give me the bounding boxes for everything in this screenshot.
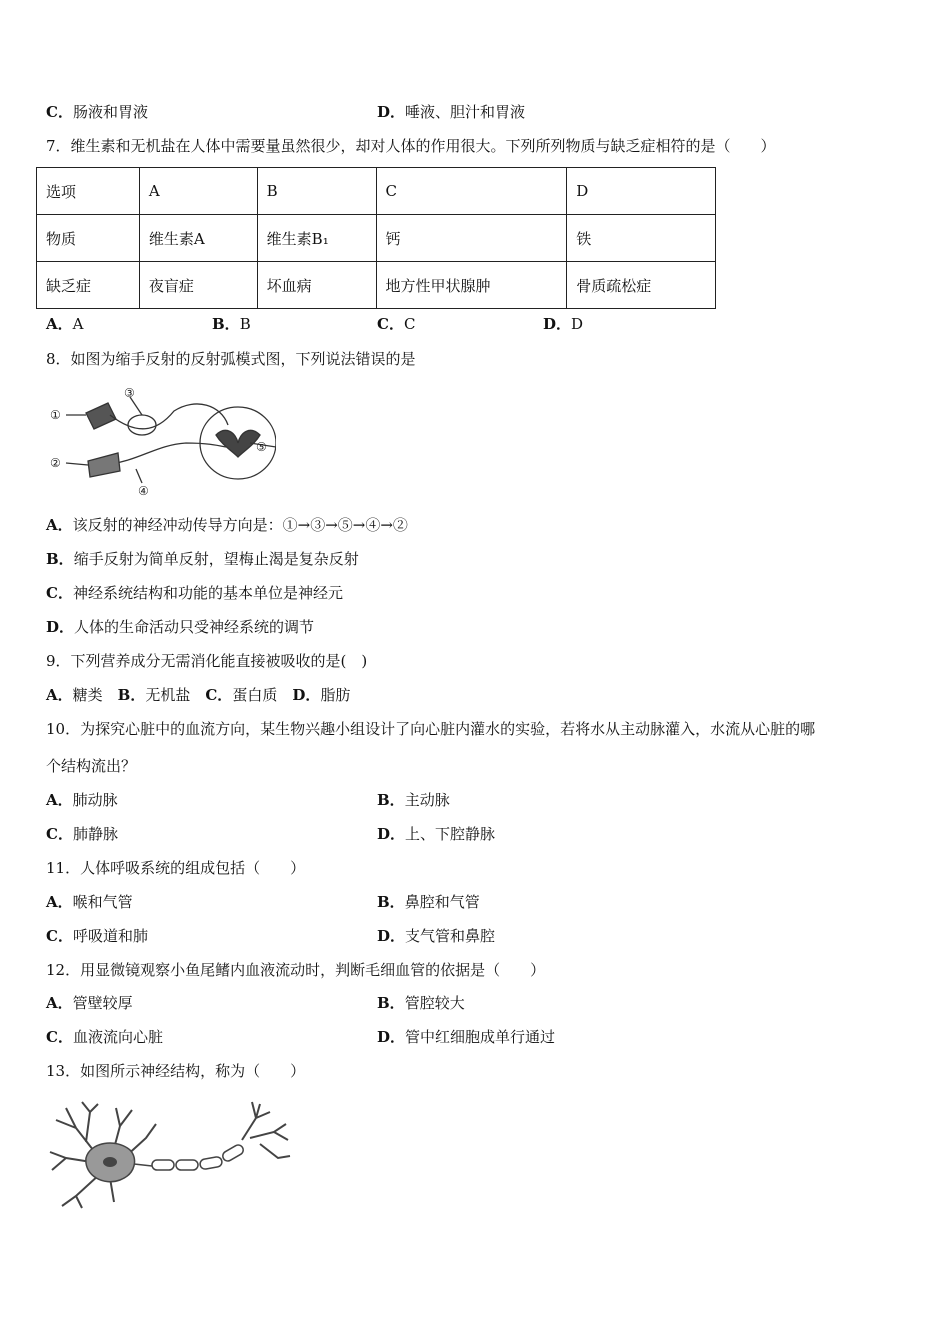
figure-label-2: ② <box>50 456 61 470</box>
q9-stem: 9．下列营养成分无需消化能直接被吸收的是( ) <box>46 652 368 670</box>
table-cell: 选项 <box>37 168 140 215</box>
figure-label-3: ③ <box>124 386 135 400</box>
table-cell: 物质 <box>37 215 140 262</box>
q7-option-b[interactable] <box>212 314 251 334</box>
figure-label-4: ④ <box>138 484 149 497</box>
table-row <box>37 168 716 215</box>
q11-option-b[interactable] <box>377 892 480 912</box>
option-text: 主动脉 <box>404 791 450 809</box>
ganglion <box>128 415 156 435</box>
q9-option-d[interactable] <box>292 686 350 704</box>
option-text: 喉和气管 <box>72 893 133 911</box>
q9-options <box>46 685 350 705</box>
option-letter: B． <box>377 791 405 809</box>
table-cell: 夜盲症 <box>139 262 257 309</box>
effector-muscle <box>88 453 120 477</box>
option-letter: A． <box>46 516 73 534</box>
q11-option-a[interactable] <box>46 892 133 912</box>
table-cell: 钙 <box>376 215 567 262</box>
option-text: 蛋白质 <box>232 686 278 704</box>
reflex-arc-figure <box>46 385 276 497</box>
q10-option-d[interactable] <box>377 824 495 844</box>
q7-table <box>36 167 716 309</box>
table-row <box>37 262 716 309</box>
option-letter: D． <box>377 927 406 945</box>
q7-option-d[interactable] <box>543 314 583 334</box>
option-letter: D． <box>377 825 406 843</box>
option-text: 肺静脉 <box>72 825 118 843</box>
table-cell: B <box>257 168 376 215</box>
option-text: A <box>72 315 84 333</box>
option-letter: A． <box>46 994 73 1012</box>
q11-option-d[interactable] <box>377 926 495 946</box>
option-text: 该反射的神经冲动传导方向是：①→③→⑤→④→② <box>72 516 408 534</box>
table-row <box>37 215 716 262</box>
option-text: D <box>571 315 584 333</box>
option-letter: C． <box>46 103 73 121</box>
option-letter: D． <box>377 1028 406 1046</box>
q11-option-c[interactable] <box>46 926 148 946</box>
table-cell: 铁 <box>567 215 716 262</box>
table-cell: 维生素A <box>139 215 257 262</box>
option-text: 肺动脉 <box>72 791 118 809</box>
option-text: 唾液、胆汁和胃液 <box>405 103 526 121</box>
option-text: 血液流向心脏 <box>72 1028 163 1046</box>
option-letter: D． <box>543 315 572 333</box>
table-cell: 缺乏症 <box>37 262 140 309</box>
option-letter: B． <box>377 994 405 1012</box>
q12-option-d[interactable] <box>377 1027 555 1047</box>
figure-label-1: ① <box>50 408 61 422</box>
option-text: 支气管和鼻腔 <box>405 927 496 945</box>
option-letter: C． <box>46 825 73 843</box>
figure-label-5: ⑤ <box>256 440 267 454</box>
q7-option-c[interactable] <box>377 314 415 334</box>
q12-option-a[interactable] <box>46 993 133 1013</box>
axon-myelin <box>134 1143 245 1170</box>
q10-stem-line1: 10．为探究心脏中的血流方向，某生物兴趣小组设计了向心脏内灌水的实验，若将水从主动脉灌入，水流从心脏的哪 <box>46 720 816 738</box>
q12-stem: 12．用显微镜观察小鱼尾鳍内血液流动时，判断毛细血管的依据是（ ） <box>46 961 546 979</box>
option-letter: D． <box>46 618 75 636</box>
option-letter: B． <box>46 550 74 568</box>
option-letter: D． <box>377 103 406 121</box>
option-text: 管壁较厚 <box>72 994 133 1012</box>
q10-option-c[interactable] <box>46 824 118 844</box>
option-text: C <box>403 315 416 333</box>
option-letter: D． <box>292 686 321 704</box>
option-letter: A． <box>46 686 73 704</box>
option-text: 上、下腔静脉 <box>405 825 496 843</box>
option-text: 脂肪 <box>320 686 351 704</box>
option-letter: B． <box>377 893 405 911</box>
option-text: 呼吸道和肺 <box>72 927 148 945</box>
option-text: 神经系统结构和功能的基本单位是神经元 <box>72 584 343 602</box>
q12-option-b[interactable] <box>377 993 465 1013</box>
option-text: 管中红细胞成单行通过 <box>405 1028 556 1046</box>
q9-option-b[interactable] <box>118 686 191 704</box>
q8-stem: 8．如图为缩手反射的反射弧模式图，下列说法错误的是 <box>46 350 416 368</box>
option-letter: A． <box>46 315 73 333</box>
table-cell: 维生素B₁ <box>257 215 376 262</box>
option-letter: C． <box>205 686 233 704</box>
option-text: 管腔较大 <box>404 994 465 1012</box>
q8-option-a[interactable] <box>46 515 408 535</box>
q6-option-d[interactable] <box>377 102 525 122</box>
axon-terminals <box>242 1102 290 1158</box>
option-letter: A． <box>46 893 73 911</box>
option-letter: C． <box>377 315 404 333</box>
option-text: 无机盐 <box>145 686 191 704</box>
option-text: 鼻腔和气管 <box>404 893 480 911</box>
q13-stem: 13．如图所示神经结构，称为（ ） <box>46 1062 306 1080</box>
option-letter: C． <box>46 584 73 602</box>
motor-nerve <box>106 443 226 465</box>
table-cell: D <box>567 168 716 215</box>
option-text: B <box>239 315 251 333</box>
q7-stem: 7．维生素和无机盐在人体中需要量虽然很少，却对人体的作用很大。下列所列物质与缺乏症相符的是（ ） <box>46 137 776 155</box>
option-letter: B． <box>212 315 240 333</box>
q11-stem: 11．人体呼吸系统的组成包括（ ） <box>46 859 306 877</box>
option-text: 糖类 <box>72 686 103 704</box>
table-cell: 骨质疏松症 <box>567 262 716 309</box>
q10-stem-line2: 个结构流出？ <box>46 757 137 775</box>
table-cell: 坏血病 <box>257 262 376 309</box>
nucleus <box>103 1157 117 1167</box>
q10-option-a[interactable] <box>46 790 118 810</box>
option-letter: C． <box>46 927 73 945</box>
table-cell: C <box>376 168 567 215</box>
table-cell: 地方性甲状腺肿 <box>376 262 567 309</box>
q6-option-c[interactable] <box>46 102 148 122</box>
option-letter: A． <box>46 791 73 809</box>
q9-option-c[interactable] <box>205 686 277 704</box>
table-cell: A <box>139 168 257 215</box>
q10-option-b[interactable] <box>377 790 450 810</box>
neuron-figure <box>46 1098 296 1210</box>
q9-option-a[interactable] <box>46 686 103 704</box>
q12-option-c[interactable] <box>46 1027 163 1047</box>
option-letter: C． <box>46 1028 73 1046</box>
option-text: 肠液和胃液 <box>72 103 148 121</box>
option-text: 人体的生命活动只受神经系统的调节 <box>74 618 315 636</box>
q8-option-c[interactable] <box>46 583 343 603</box>
option-letter: B． <box>117 686 146 704</box>
q8-option-d[interactable] <box>46 617 314 637</box>
q7-option-a[interactable] <box>46 314 83 334</box>
option-text: 缩手反射为简单反射，望梅止渴是复杂反射 <box>73 550 359 568</box>
q8-option-b[interactable] <box>46 549 359 569</box>
